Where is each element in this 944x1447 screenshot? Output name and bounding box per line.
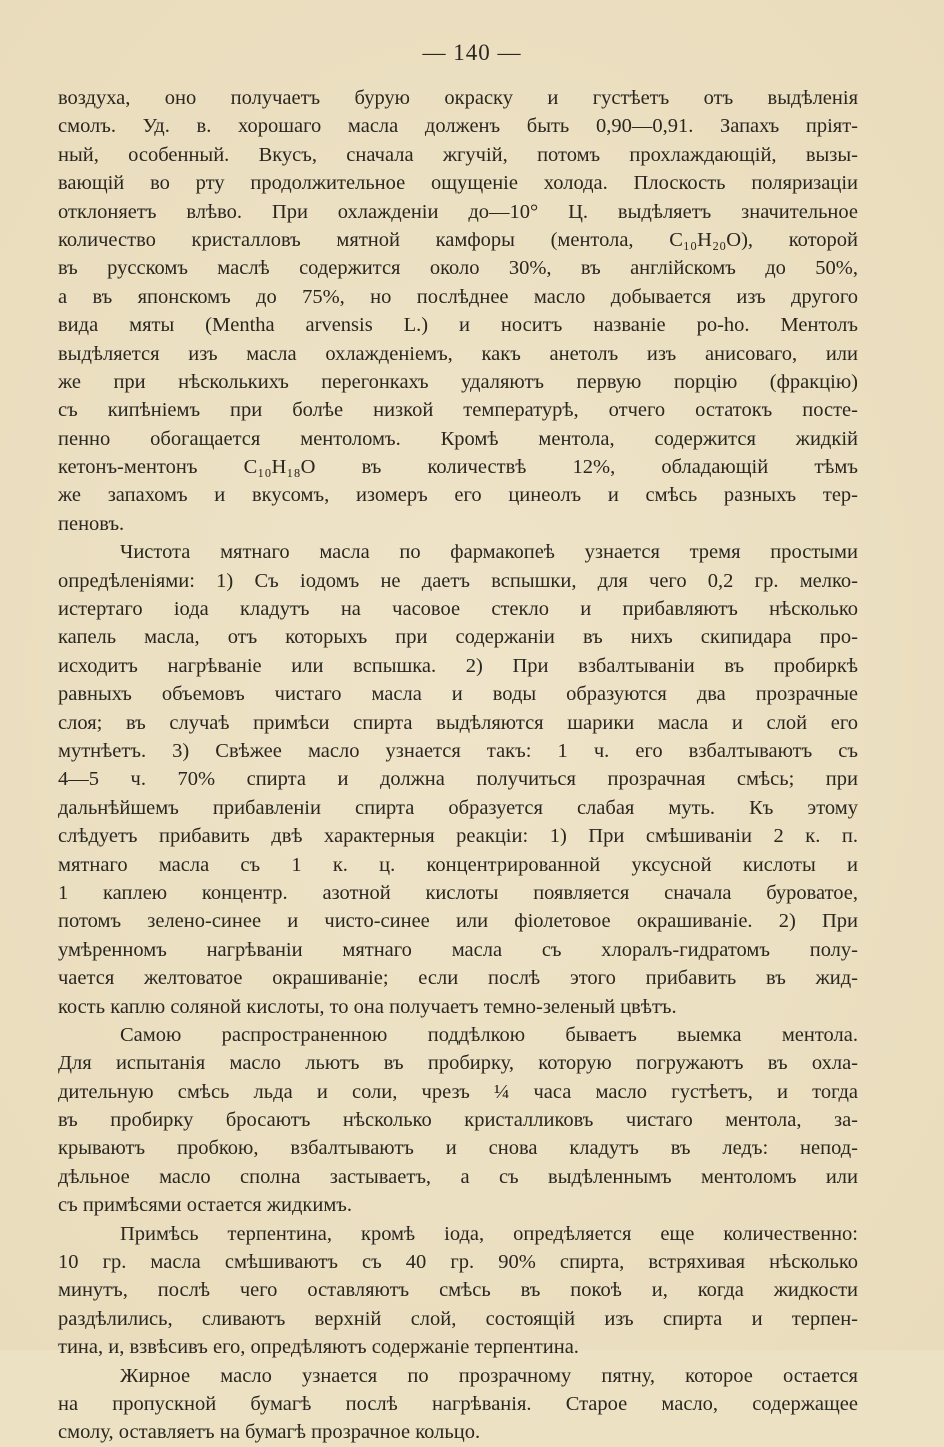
text-line: пенно обогащается ментоломъ. Кромѣ ментола, содержится жидкій <box>58 427 858 450</box>
text-line: смолъ. Уд. в. хорошаго масла долженъ быть 0,90—0,91. Запахъ пріят- <box>58 115 858 138</box>
text-line: 4—5 ч. 70% спирта и должна получиться прозрачная смѣсь; при <box>58 768 858 791</box>
text-line: Самою распространенною поддѣлкою бываетъ выемка ментола. <box>120 1023 858 1046</box>
text-line: равныхъ объемовъ чистаго масла и воды образуются два прозрачные <box>58 683 858 706</box>
text-line: капель масла, отъ которыхъ при содержаніи въ нихъ скипидара про- <box>58 626 858 649</box>
text-line: выдѣляется изъ масла охлажденіемъ, какъ анетолъ изъ анисоваго, или <box>58 342 858 365</box>
text-line: вающій во рту продолжительное ощущеніе холода. Плоскость поляризаціи <box>58 172 858 195</box>
text-line: тина, и, взвѣсивъ его, опредѣляютъ содержаніе терпентина. <box>58 1336 579 1359</box>
text-line: же при нѣсколькихъ перегонкахъ удаляютъ первую порцію (фракцію) <box>58 370 858 393</box>
page-number: — 140 — <box>422 40 522 65</box>
text-line: умѣренномъ нагрѣваніи мятнаго масла съ хлоралъ-гидратомъ полу- <box>58 938 858 961</box>
text-line: кетонъ-ментонъ C₁₀H₁₈O въ количествѣ 12%, обладающій тѣмъ <box>58 456 858 479</box>
text-line: 10 гр. масла смѣшиваютъ съ 40 гр. 90% спирта, встряхивая нѣсколько <box>58 1251 858 1274</box>
text-line: же запахомъ и вкусомъ, изомеръ его цинеолъ и смѣсь разныхъ тер- <box>58 484 858 507</box>
text-line: кость каплю соляной кислоты, то она получаетъ темно-зеленый цвѣтъ. <box>58 995 677 1018</box>
text-line: опредѣленіями: 1) Съ іодомъ не даетъ вспышки, для чего 0,2 гр. мелко- <box>58 569 858 592</box>
text-line: истертаго іода кладутъ на часовое стекло и прибавляютъ нѣсколько <box>58 598 858 621</box>
text-line: дительную смѣсь льда и соли, чрезъ ¼ часа масло густѣетъ, и тогда <box>58 1080 858 1103</box>
text-line: а въ японскомъ до 75%, но послѣднее масло добывается изъ другого <box>58 285 858 308</box>
text-line: Примѣсь терпентина, кромѣ іода, опредѣляется еще количественно: <box>120 1222 858 1245</box>
text-line: смолу, оставляетъ на бумагѣ прозрачное кольцо. <box>58 1421 481 1444</box>
text-line: дальнѣйшемъ прибавленіи спирта образуется слабая муть. Къ этому <box>58 796 858 819</box>
text-line: ный, особенный. Вкусъ, сначала жгучій, потомъ прохлаждающій, вызы- <box>58 143 858 166</box>
text-line: съ кипѣніемъ при болѣе низкой температурѣ, отчего остатокъ посте- <box>58 399 858 422</box>
text-line: воздуха, оно получаетъ бурую окраску и густѣетъ отъ выдѣленія <box>58 87 858 109</box>
text-line: количество кристалловъ мятной камфоры (ментола, C₁₀H₂₀O), которой <box>58 228 858 251</box>
body-text <box>58 84 858 1447</box>
text-line: исходитъ нагрѣваніе или вспышка. 2) При взбалтываніи въ пробиркѣ <box>58 654 858 677</box>
text-line: пеновъ. <box>58 512 125 535</box>
text-line: 1 каплею концентр. азотной кислоты появляется сначала буроватое, <box>58 881 858 904</box>
text-line: чается желтоватое окрашиваніе; если послѣ этого прибавить въ жид- <box>58 967 858 990</box>
text-line: Жирное масло узнается по прозрачному пятну, которое остается <box>120 1364 858 1387</box>
text-line: въ русскомъ маслѣ содержится около 30%, въ англійскомъ до 50%, <box>58 257 858 280</box>
text-line: мутнѣетъ. 3) Свѣжее масло узнается такъ: 1 ч. его взбалтываютъ съ <box>58 739 858 762</box>
text-line: въ пробирку бросаютъ нѣсколько кристалликовъ чистаго ментола, за- <box>58 1109 858 1132</box>
text-line: крываютъ пробкою, взбалтываютъ и снова кладутъ въ ледъ: непод- <box>58 1137 858 1160</box>
text-line: раздѣлились, сливаютъ верхній слой, состоящій изъ спирта и терпен- <box>58 1307 858 1330</box>
text-line: вида мяты (Mentha arvensis L.) и носитъ названіе po-ho. Ментолъ <box>58 314 858 337</box>
text-line: мятнаго масла съ 1 к. ц. концентрированной уксусной кислоты и <box>58 853 858 876</box>
text-line: Для испытанія масло льютъ въ пробирку, которую погружаютъ въ охла- <box>58 1052 858 1075</box>
text-line: потомъ зелено-синее и чисто-синее или фіолетовое окрашиваніе. 2) При <box>58 910 858 933</box>
text-line: минутъ, послѣ чего оставляютъ смѣсь въ покоѣ и, когда жидкости <box>58 1279 858 1302</box>
text-line: отклоняетъ влѣво. При охлажденіи до—10° Ц. выдѣляетъ значительное <box>58 200 858 223</box>
text-line: съ примѣсями остается жидкимъ. <box>58 1194 353 1217</box>
text-line: слоя; въ случаѣ примѣси спирта выдѣляются шарики масла и слой его <box>58 711 858 734</box>
text-line: дѣльное масло сполна застываетъ, а съ выдѣленнымъ ментоломъ или <box>58 1165 858 1188</box>
text-line: слѣдуетъ прибавить двѣ характерныя реакціи: 1) При смѣшиваніи 2 к. п. <box>58 825 858 848</box>
text-line: на пропускной бумагѣ послѣ нагрѣванія. Старое масло, содержащее <box>58 1392 858 1415</box>
text-line: Чистота мятнаго масла по фармакопеѣ узнается тремя простыми <box>120 541 858 564</box>
